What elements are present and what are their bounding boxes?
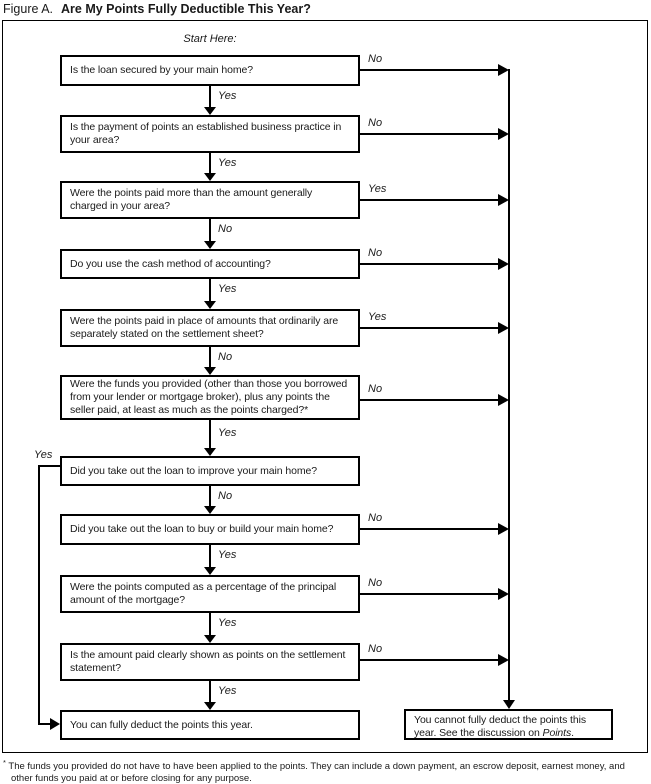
connector-down-5 [209, 347, 211, 367]
arrow-down-icon [204, 301, 216, 309]
cannot-deduct-term: Points [542, 727, 572, 739]
arrow-down-icon [204, 635, 216, 643]
connector-trunk-right [508, 69, 510, 700]
question-box-4: Do you use the cash method of accounting? [60, 249, 360, 279]
down-branch-label-2: Yes [218, 157, 237, 169]
side-branch-label-1: No [368, 53, 383, 65]
cannot-deduct-text: You cannot fully deduct the points this year. See the discussion on [414, 714, 587, 739]
connector-side-4 [360, 263, 500, 265]
arrow-down-icon [204, 567, 216, 575]
connector-side-6 [360, 399, 500, 401]
connector-side-10 [360, 659, 500, 661]
question-box-1: Is the loan secured by your main home? [60, 55, 360, 86]
footnote [3, 757, 645, 784]
down-branch-label-5: No [218, 351, 233, 363]
down-branch-label-9: Yes [218, 617, 237, 629]
question-box-7: Did you take out the loan to improve your main home? [60, 456, 360, 486]
footnote-text: The funds you provided do not have to have been applied to the points. They can include a down payment, an escrow deposit, earnest money, and other funds you paid at or before closing for any purpose. [8, 761, 625, 784]
figure-title [3, 2, 311, 16]
question-box-9: Were the points computed as a percentage of the principal amount of the mortgage? [60, 575, 360, 613]
question-box-10: Is the amount paid clearly shown as points on the settlement statement? [60, 643, 360, 681]
question-box-3: Were the points paid more than the amount generally charged in your area? [60, 181, 360, 219]
connector-side-1 [360, 69, 500, 71]
arrow-down-icon [204, 702, 216, 710]
down-branch-label-3: No [218, 223, 233, 235]
connector-down-9 [209, 613, 211, 635]
connector-side-8 [360, 528, 500, 530]
down-branch-label-10: Yes [218, 685, 237, 697]
cannot-deduct-suffix: . [571, 727, 574, 739]
connector-down-2 [209, 153, 211, 173]
connector-side-3 [360, 199, 500, 201]
connector-down-7 [209, 486, 211, 506]
side-branch-label-10: No [368, 643, 383, 655]
arrow-down-icon [503, 700, 515, 709]
arrow-down-icon [204, 173, 216, 181]
down-branch-label-8: Yes [218, 549, 237, 561]
footnote-marker: * [3, 758, 6, 767]
down-branch-label-4: Yes [218, 283, 237, 295]
side-branch-label-9: No [368, 577, 383, 589]
question-box-8: Did you take out the loan to buy or build your main home? [60, 514, 360, 545]
side-branch-label-3: Yes [368, 183, 387, 195]
arrow-down-icon [204, 448, 216, 456]
start-here-label: Start Here: [183, 33, 237, 45]
connector-side-2 [360, 133, 500, 135]
connector-down-6 [209, 420, 211, 448]
side-branch-label-6: No [368, 383, 383, 395]
question-box-6: Were the funds you provided (other than those you borrowed from your lender or mortgage broker), plus any points the seller paid, at least as much as the points charged?* [60, 375, 360, 420]
question-box-5: Were the points paid in place of amounts that ordinarily are separately stated on the settlement sheet? [60, 309, 360, 347]
result-box-deduct: You can fully deduct the points this year. [60, 710, 360, 740]
down-branch-label-1: Yes [218, 90, 237, 102]
side-branch-label-8: No [368, 512, 383, 524]
arrow-down-icon [204, 107, 216, 115]
connector-down-10 [209, 681, 211, 702]
left-branch-label-7: Yes [34, 449, 53, 461]
arrow-down-icon [204, 506, 216, 514]
arrow-down-icon [204, 367, 216, 375]
connector-side-9 [360, 593, 500, 595]
down-branch-label-7: No [218, 490, 233, 502]
result-box-cannot-deduct [404, 709, 613, 740]
connector-trunk-left [38, 465, 40, 725]
question-box-2: Is the payment of points an established business practice in your area? [60, 115, 360, 153]
connector-down-4 [209, 279, 211, 301]
side-branch-label-2: No [368, 117, 383, 129]
arrow-right-icon [50, 718, 60, 730]
connector-down-8 [209, 545, 211, 567]
connector-down-1 [209, 86, 211, 107]
side-branch-label-4: No [368, 247, 383, 259]
down-branch-label-6: Yes [218, 427, 237, 439]
figure-label: Figure A. [3, 2, 54, 16]
connector-left-stub [38, 465, 62, 467]
side-branch-label-5: Yes [368, 311, 387, 323]
figure-name: Are My Points Fully Deductible This Year? [61, 2, 311, 16]
connector-side-5 [360, 327, 500, 329]
arrow-down-icon [204, 241, 216, 249]
connector-down-3 [209, 219, 211, 241]
